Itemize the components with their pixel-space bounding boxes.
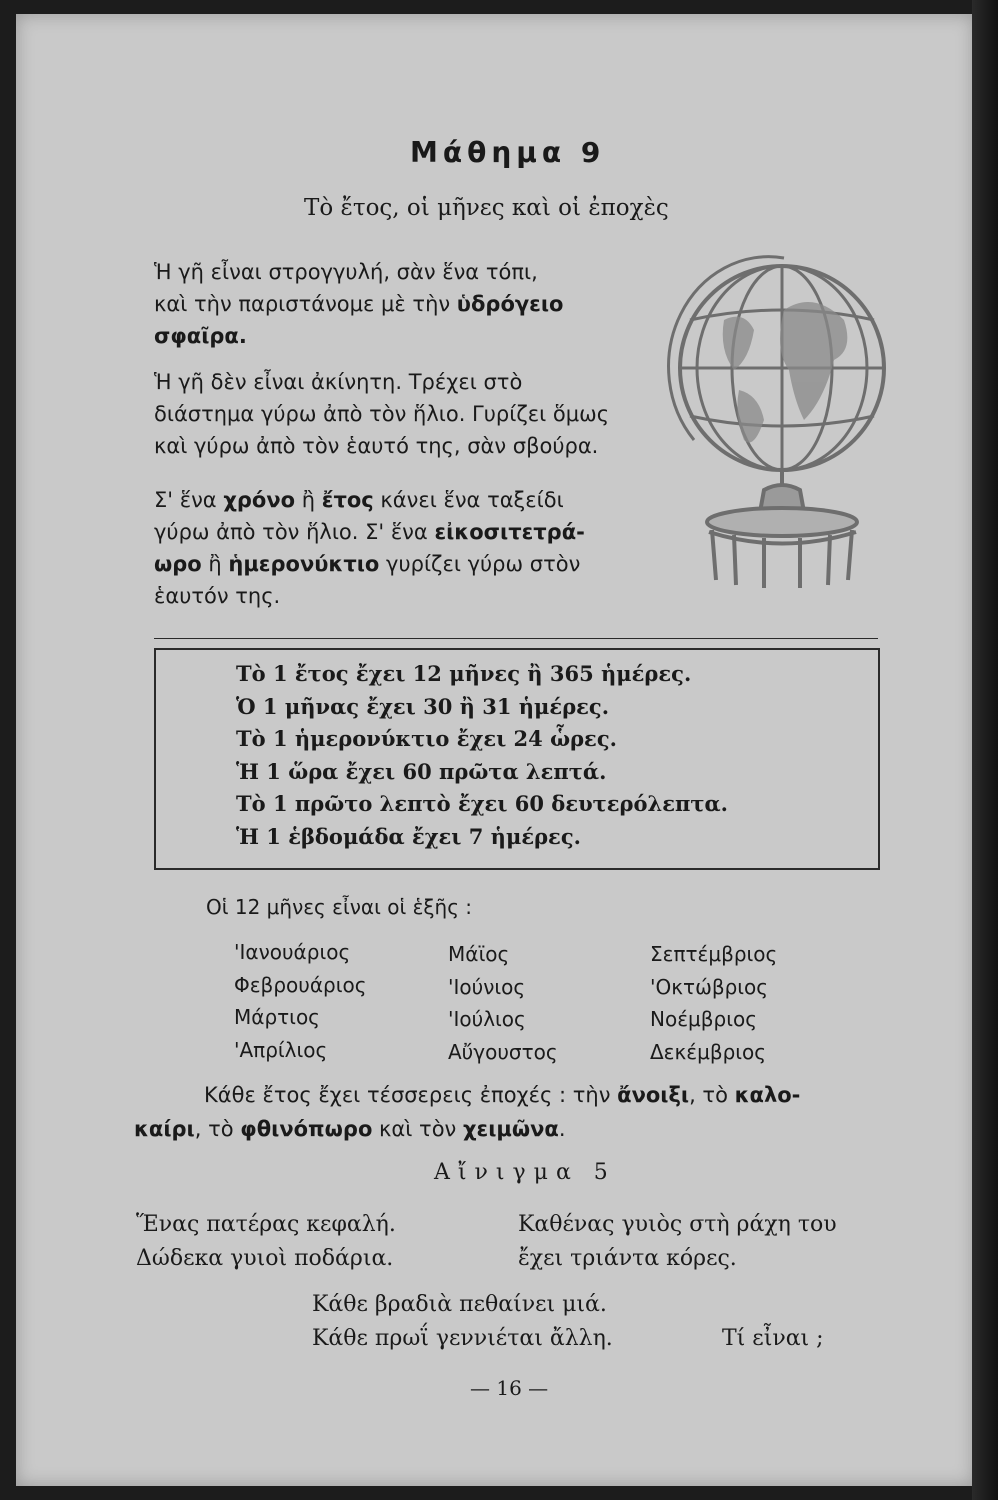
month-item: 'Οκτώβριος (650, 974, 769, 999)
riddle-right: Καθένας γυιὸς στὴ ράχη του ἔχει τριάντα κόρες. (518, 1212, 837, 1271)
months-intro: Οἱ 12 μῆνες εἶναι οἱ ἑξῆς : (206, 895, 473, 919)
months-column-2 (448, 938, 558, 1068)
riddle-left: Ἕνας πατέρας κεφαλή. Δώδεκα γυιοὶ ποδάρια. (136, 1212, 396, 1271)
months-column-3 (650, 938, 777, 1068)
riddle-center: Κάθε βραδιὰ πεθαίνει μιά. Κάθε πρωΐ γεννιέται ἄλλη. (312, 1292, 613, 1351)
page-number: — 16 — (470, 1376, 549, 1400)
paragraph-year-day: Σ' ἕνα χρόνο ἢ ἔτος κάνει ἕνα ταξείδι γύρω ἀπὸ τὸν ἥλιο. Σ' ἕνα εἰκοσιτετρά- ωρο ἢ ἡμερονύκτιο γυρίζει γύρω στὸν ἑαυτόν της. (154, 488, 585, 608)
lesson-title: Μάθημα 9 (410, 136, 606, 169)
facts-list (236, 658, 728, 853)
globe-illustration (664, 250, 894, 600)
paragraph-globe: Ἡ γῆ εἶναι στρογγυλή, σὰν ἕνα τόπι, καὶ τὴν παριστάνομε μὲ τὴν ὑδρόγειο σφαῖρα. (154, 260, 564, 348)
month-item: Δεκέμβριος (650, 1039, 767, 1064)
fact-line: Ἡ 1 ἑβδομάδα ἔχει 7 ἡμέρες. (236, 823, 581, 849)
table-top-rule (154, 638, 878, 639)
fact-line: Ὁ 1 μῆνας ἔχει 30 ἢ 31 ἡμέρες. (236, 693, 610, 719)
fact-line: Ἡ 1 ὥρα ἔχει 60 πρῶτα λεπτά. (236, 758, 607, 784)
book-edge (972, 0, 998, 1500)
month-item: Μάϊος (448, 942, 510, 966)
fact-line: Τὸ 1 ἡμερονύκτιο ἔχει 24 ὧρες. (236, 726, 617, 751)
month-item: 'Ιούλιος (448, 1007, 526, 1031)
riddle-question: Τί εἶναι ; (722, 1326, 824, 1351)
seasons-paragraph: Κάθε ἔτος ἔχει τέσσερεις ἐποχές : τὴν ἄνοιξι, τὸ καλο- καίρι, τὸ φθινόπωρο καὶ τὸν χειμῶνα. (134, 1083, 801, 1141)
paragraph-motion: Ἡ γῆ δὲν εἶναι ἀκίνητη. Τρέχει στὸ διάστημα γύρω ἀπὸ τὸν ἥλιο. Γυρίζει ὅμως καὶ γύρω ἀπὸ τὸν ἑαυτό της, σὰν σβούρα. (154, 370, 610, 458)
month-item: 'Ιανουάριος (234, 940, 351, 964)
fact-line: Τὸ 1 ἔτος ἔχει 12 μῆνες ἢ 365 ἡμέρες. (236, 661, 692, 686)
month-item: Νοέμβριος (650, 1007, 757, 1031)
lesson-subtitle: Τὸ ἔτος, οἱ μῆνες καὶ οἱ ἐποχὲς (304, 195, 669, 221)
month-item: Αὔγουστος (448, 1039, 558, 1064)
riddle-title: Αἴνιγμα 5 (434, 1160, 616, 1185)
month-item: 'Ιούνιος (448, 974, 526, 999)
months-column-1 (234, 936, 366, 1066)
fact-line: Τὸ 1 πρῶτο λεπτὸ ἔχει 60 δευτερόλεπτα. (236, 791, 728, 816)
month-item: Φεβρουάριος (234, 972, 367, 997)
month-item: Μάρτιος (234, 1005, 320, 1029)
month-item: 'Απρίλιος (234, 1037, 328, 1062)
month-item: Σεπτέμβριος (650, 942, 778, 966)
